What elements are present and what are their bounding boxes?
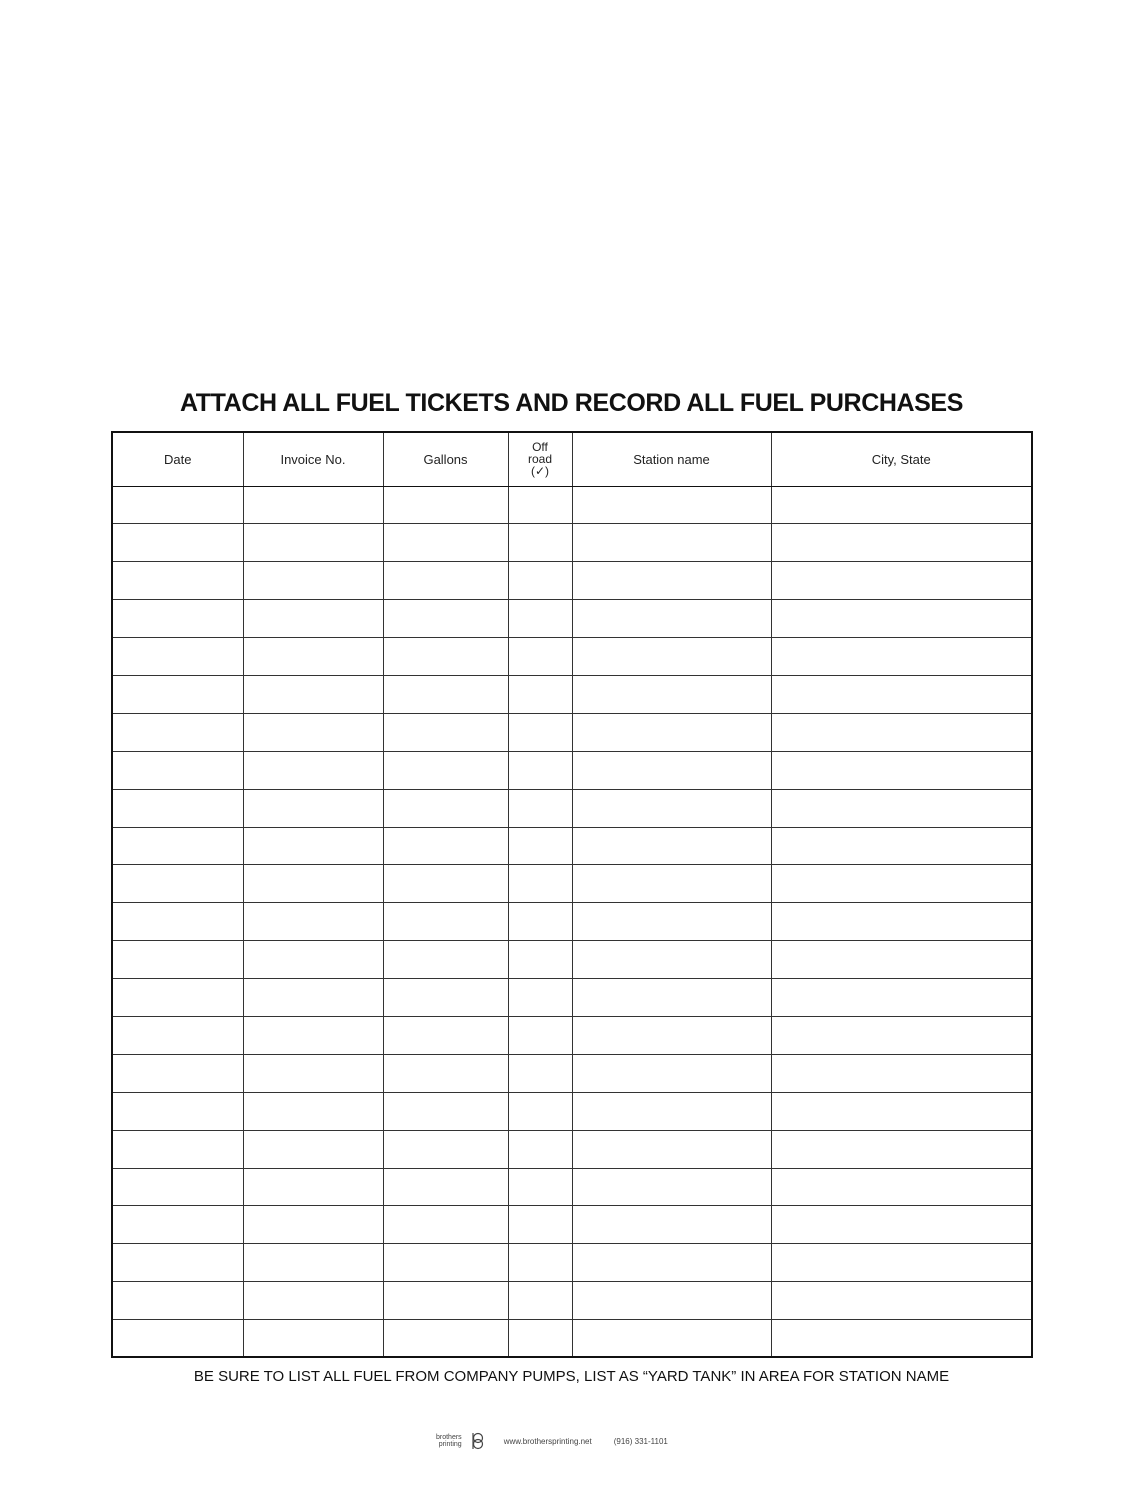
- station-name-cell: [572, 1016, 771, 1054]
- station-name-cell: [572, 827, 771, 865]
- fuel-purchase-table: [111, 431, 1033, 1358]
- date-cell: [112, 1282, 243, 1320]
- table-row: [112, 1168, 1032, 1206]
- off-road-cell: [508, 675, 572, 713]
- station-name-cell: [572, 562, 771, 600]
- date-cell: [112, 600, 243, 638]
- off-road-cell: [508, 1320, 572, 1358]
- station-name-cell: [572, 1092, 771, 1130]
- off-road-cell: [508, 1016, 572, 1054]
- gallons-cell: [383, 1016, 508, 1054]
- date-cell: [112, 562, 243, 600]
- gallons-cell: [383, 865, 508, 903]
- station-name-cell: [572, 1054, 771, 1092]
- table-row: [112, 1092, 1032, 1130]
- date-cell: [112, 1054, 243, 1092]
- date-cell: [112, 903, 243, 941]
- city-state-cell: [771, 638, 1032, 676]
- invoice-cell: [243, 638, 383, 676]
- city-state-cell: [771, 1206, 1032, 1244]
- table-row: [112, 486, 1032, 524]
- invoice-cell: [243, 1320, 383, 1358]
- station-name-cell: [572, 486, 771, 524]
- date-cell: [112, 1168, 243, 1206]
- invoice-cell: [243, 789, 383, 827]
- invoice-cell: [243, 941, 383, 979]
- date-cell: [112, 524, 243, 562]
- station-name-cell: [572, 1320, 771, 1358]
- invoice-cell: [243, 600, 383, 638]
- city-state-cell: [771, 751, 1032, 789]
- gallons-cell: [383, 1054, 508, 1092]
- date-cell: [112, 1016, 243, 1054]
- date-cell: [112, 1206, 243, 1244]
- table-header-row: [112, 432, 1032, 486]
- gallons-column-header: Gallons: [383, 432, 508, 486]
- table-row: [112, 638, 1032, 676]
- off-road-cell: [508, 1282, 572, 1320]
- off-road-cell: [508, 600, 572, 638]
- off-road-cell: [508, 1206, 572, 1244]
- gallons-cell: [383, 1168, 508, 1206]
- invoice-cell: [243, 675, 383, 713]
- off-road-cell: [508, 865, 572, 903]
- gallons-cell: [383, 1130, 508, 1168]
- gallons-cell: [383, 903, 508, 941]
- invoice-cell: [243, 486, 383, 524]
- gallons-cell: [383, 941, 508, 979]
- invoice-cell: [243, 1054, 383, 1092]
- gallons-cell: [383, 1282, 508, 1320]
- station-name-cell: [572, 713, 771, 751]
- station-name-cell: [572, 1244, 771, 1282]
- invoice-cell: [243, 1168, 383, 1206]
- gallons-cell: [383, 979, 508, 1017]
- invoice-cell: [243, 865, 383, 903]
- table-row: [112, 1016, 1032, 1054]
- off-road-cell: [508, 1130, 572, 1168]
- gallons-cell: [383, 1206, 508, 1244]
- table-row: [112, 562, 1032, 600]
- off-road-cell: [508, 1168, 572, 1206]
- date-cell: [112, 713, 243, 751]
- city-state-cell: [771, 1320, 1032, 1358]
- city-state-cell: [771, 600, 1032, 638]
- table-row: [112, 789, 1032, 827]
- date-column-header: Date: [112, 432, 243, 486]
- off-road-cell: [508, 1054, 572, 1092]
- station-name-column-header: Station name: [572, 432, 771, 486]
- station-name-cell: [572, 941, 771, 979]
- city-state-cell: [771, 1130, 1032, 1168]
- off-road-cell: [508, 486, 572, 524]
- invoice-cell: [243, 751, 383, 789]
- station-name-cell: [572, 979, 771, 1017]
- invoice-cell: [243, 1016, 383, 1054]
- invoice-cell: [243, 713, 383, 751]
- invoice-cell: [243, 1282, 383, 1320]
- table-row: [112, 1054, 1032, 1092]
- table-body: [112, 486, 1032, 1357]
- date-cell: [112, 1130, 243, 1168]
- off-road-column-header: [508, 432, 572, 486]
- city-state-cell: [771, 979, 1032, 1017]
- brand-line: printing: [438, 1441, 462, 1448]
- gallons-cell: [383, 638, 508, 676]
- date-cell: [112, 486, 243, 524]
- city-state-cell: [771, 1244, 1032, 1282]
- table-row: [112, 1282, 1032, 1320]
- gallons-cell: [383, 562, 508, 600]
- city-state-cell: [771, 941, 1032, 979]
- date-cell: [112, 638, 243, 676]
- off-road-cell: [508, 827, 572, 865]
- invoice-cell: [243, 1130, 383, 1168]
- invoice-cell: [243, 827, 383, 865]
- station-name-cell: [572, 1168, 771, 1206]
- table-row: [112, 979, 1032, 1017]
- city-state-cell: [771, 675, 1032, 713]
- off-road-cell: [508, 979, 572, 1017]
- city-state-cell: [771, 789, 1032, 827]
- station-name-cell: [572, 1282, 771, 1320]
- off-road-cell: [508, 1092, 572, 1130]
- gallons-cell: [383, 751, 508, 789]
- city-state-cell: [771, 486, 1032, 524]
- gallons-cell: [383, 600, 508, 638]
- table-row: [112, 1244, 1032, 1282]
- date-cell: [112, 751, 243, 789]
- station-name-cell: [572, 1206, 771, 1244]
- city-state-cell: [771, 1092, 1032, 1130]
- invoice-cell: [243, 903, 383, 941]
- brand-line: brothers: [436, 1434, 462, 1441]
- station-name-cell: [572, 524, 771, 562]
- table-row: [112, 524, 1032, 562]
- printer-url: www.brothersprinting.net: [503, 1436, 592, 1446]
- date-cell: [112, 941, 243, 979]
- off-road-header-line: road: [527, 452, 553, 467]
- city-state-cell: [771, 1168, 1032, 1206]
- gallons-cell: [383, 789, 508, 827]
- city-state-cell: [771, 1016, 1032, 1054]
- off-road-header-line: Off: [532, 440, 548, 455]
- off-road-cell: [508, 751, 572, 789]
- gallons-cell: [383, 524, 508, 562]
- page-title: ATTACH ALL FUEL TICKETS AND RECORD ALL FUEL PURCHASES: [180, 389, 963, 417]
- station-name-cell: [572, 903, 771, 941]
- invoice-cell: [243, 1244, 383, 1282]
- table-row: [112, 1206, 1032, 1244]
- off-road-cell: [508, 562, 572, 600]
- station-name-cell: [572, 600, 771, 638]
- off-road-cell: [508, 713, 572, 751]
- date-cell: [112, 1244, 243, 1282]
- city-state-cell: [771, 827, 1032, 865]
- gallons-cell: [383, 713, 508, 751]
- off-road-cell: [508, 903, 572, 941]
- table-row: [112, 941, 1032, 979]
- invoice-cell: [243, 1206, 383, 1244]
- station-name-cell: [572, 675, 771, 713]
- date-cell: [112, 827, 243, 865]
- brothers-printing-logo-icon: [470, 1432, 484, 1450]
- station-name-cell: [572, 865, 771, 903]
- city-state-cell: [771, 1282, 1032, 1320]
- off-road-cell: [508, 789, 572, 827]
- off-road-cell: [508, 1244, 572, 1282]
- off-road-cell: [508, 638, 572, 676]
- printer-brand: [436, 1434, 462, 1448]
- gallons-cell: [383, 827, 508, 865]
- table-row: [112, 865, 1032, 903]
- station-name-cell: [572, 789, 771, 827]
- city-state-column-header: City, State: [771, 432, 1032, 486]
- station-name-cell: [572, 638, 771, 676]
- city-state-cell: [771, 524, 1032, 562]
- invoice-column-header: Invoice No.: [243, 432, 383, 486]
- gallons-cell: [383, 1244, 508, 1282]
- date-cell: [112, 1092, 243, 1130]
- invoice-cell: [243, 1092, 383, 1130]
- table-row: [112, 827, 1032, 865]
- printer-credit: [436, 1432, 668, 1450]
- date-cell: [112, 979, 243, 1017]
- gallons-cell: [383, 675, 508, 713]
- station-name-cell: [572, 751, 771, 789]
- off-road-cell: [508, 941, 572, 979]
- date-cell: [112, 1320, 243, 1358]
- table-row: [112, 903, 1032, 941]
- city-state-cell: [771, 1054, 1032, 1092]
- gallons-cell: [383, 1092, 508, 1130]
- off-road-header-check: (✓): [530, 464, 550, 479]
- city-state-cell: [771, 903, 1032, 941]
- date-cell: [112, 865, 243, 903]
- invoice-cell: [243, 562, 383, 600]
- table-row: [112, 1130, 1032, 1168]
- invoice-cell: [243, 979, 383, 1017]
- table-row: [112, 600, 1032, 638]
- off-road-cell: [508, 524, 572, 562]
- invoice-cell: [243, 524, 383, 562]
- station-name-cell: [572, 1130, 771, 1168]
- date-cell: [112, 675, 243, 713]
- table-row: [112, 751, 1032, 789]
- city-state-cell: [771, 713, 1032, 751]
- city-state-cell: [771, 865, 1032, 903]
- footer-note: BE SURE TO LIST ALL FUEL FROM COMPANY PUMPS, LIST AS “YARD TANK” IN AREA FOR STATION NAME: [193, 1368, 950, 1385]
- gallons-cell: [383, 486, 508, 524]
- printer-phone: (916) 331-1101: [613, 1436, 668, 1446]
- table-row: [112, 675, 1032, 713]
- table-row: [112, 1320, 1032, 1358]
- date-cell: [112, 789, 243, 827]
- gallons-cell: [383, 1320, 508, 1358]
- city-state-cell: [771, 562, 1032, 600]
- table-row: [112, 713, 1032, 751]
